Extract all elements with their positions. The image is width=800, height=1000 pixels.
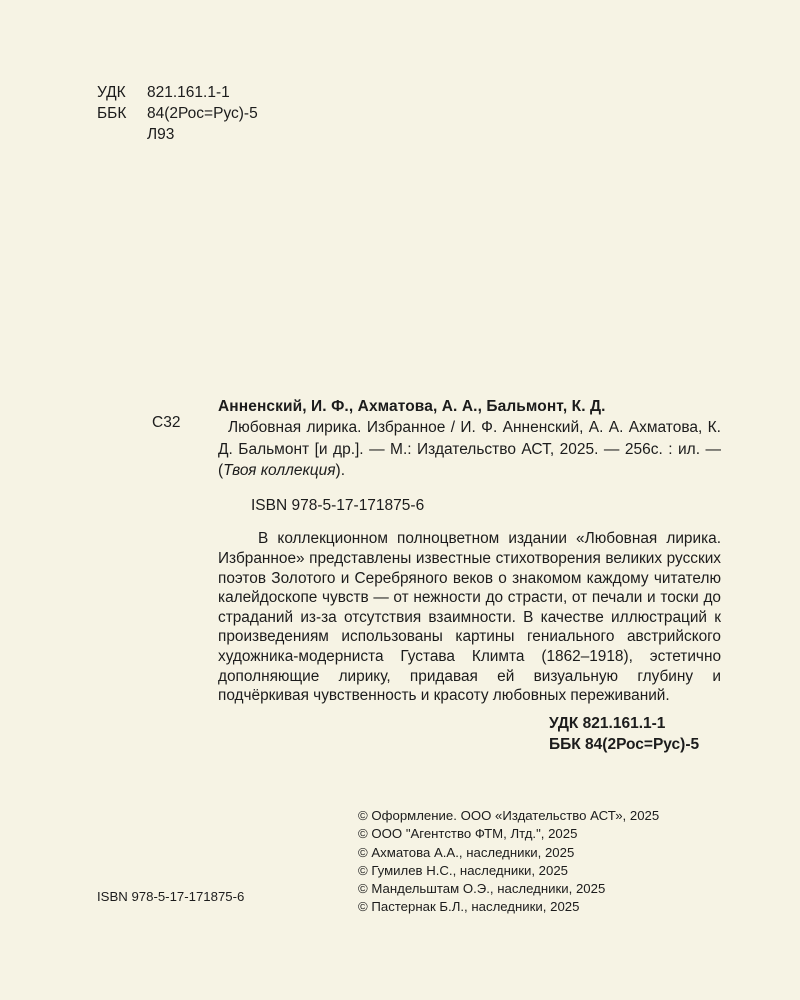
bbk-row [97,103,258,124]
udk-row [97,82,258,103]
copyright-line: © Оформление. ООО «Издательство АСТ», 2025 [358,808,660,823]
annotation: В коллекционном полноцветном издании «Любовная лирика. Избранное» представлены известные стихотворения великих русских поэтов Золотого и Серебряного веков о знакомом каждому читателю калейдоскопе чувств — от нежности до страсти, от печали и тоски до страданий из-за отсутствия взаимности. В качестве иллюстраций к произведениям использованы картины гениального австрийского художника-модерниста Густава Климта (1862–1918), эстетично дополняющие лирику, придавая ей визуальную глубину и подчёркивая чувственность и красоту любовных переживаний. [218,530,721,705]
author-mark: С32 [152,414,181,431]
copyright-list [358,807,659,917]
classification-block [97,82,258,145]
bbk-value: 84(2Рос=Рус)-5 [147,105,258,122]
bbk-label: ББК [97,105,127,122]
isbn: ISBN 978-5-17-171875-6 [251,497,425,515]
authors-heading: Анненский, И. Ф., Ахматова, А. А., Бальмонт, К. Д. [218,398,606,415]
copyright-line: © Ахматова А.А., наследники, 2025 [358,844,575,860]
bibliographic-record [218,396,721,706]
bbk-code: ББК 84(2Рос=Рус)-5 [549,736,700,753]
copyright-line: © Гумилев Н.С., наследники, 2025 [358,862,569,878]
copyright-line: © Пастернак Б.Л., наследники, 2025 [358,899,580,915]
bibliographic-end: ). [335,461,345,479]
bibliographic-text: Любовная лирика. Избранное / И. Ф. Анненский, А. А. Ахматова, К. Д. Бальмонт [и др.]. — М.: Издательство АСТ, 2025. — 256с. : ил. — ( [218,419,721,479]
udk-value: 821.161.1-1 [147,84,230,101]
udk-code: УДК 821.161.1-1 [549,715,666,732]
copyright-line: © Мандельштам О.Э., наследники, 2025 [358,881,606,897]
udk-label: УДК [97,84,126,101]
isbn-bottom: ISBN 978-5-17-171875-6 [97,889,245,904]
classification-codes [549,713,699,755]
copyright-line: © ООО "Агентство ФТМ, Лтд.", 2025 [358,826,578,842]
author-sign: Л93 [147,126,175,143]
bibliographic-description [218,417,721,481]
series-name: Твоя коллекция [223,461,336,479]
